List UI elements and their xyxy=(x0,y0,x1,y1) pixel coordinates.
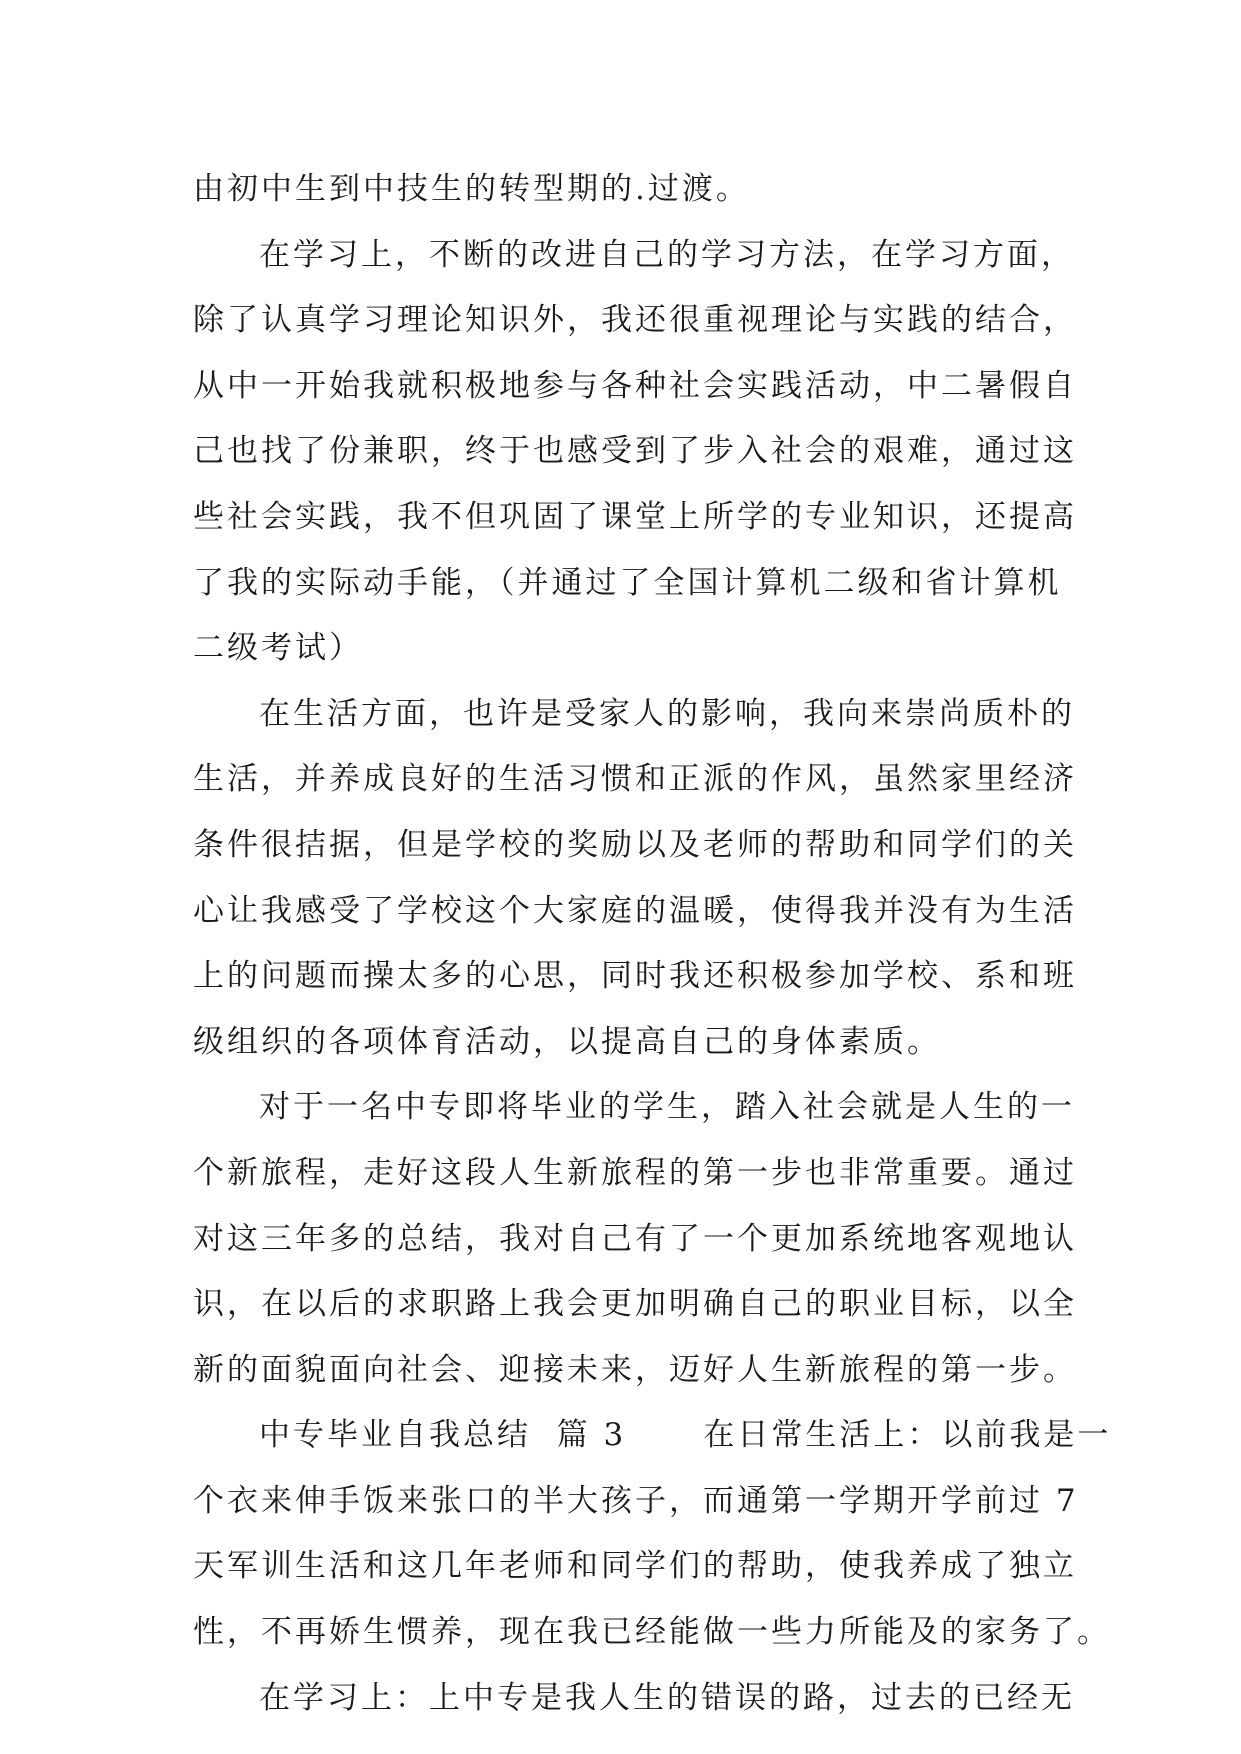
text-line: 心让我感受了学校这个大家庭的温暖，使得我并没有为生活 xyxy=(193,892,1077,929)
text-line: 上的问题而操太多的心思，同时我还积极参加学校、系和班 xyxy=(193,958,1077,995)
text-line: 识，在以后的求职路上我会更加明确自己的职业目标，以全 xyxy=(193,1286,1077,1323)
text-line: 些社会实践，我不但巩固了课堂上所学的专业知识，还提高 xyxy=(193,498,1077,535)
text-line: 天军训生活和这几年老师和同学们的帮助，使我养成了独立 xyxy=(193,1548,1077,1585)
text-line: 中专毕业自我总结 篇 3 在日常生活上：以前我是一 xyxy=(259,1417,1112,1454)
text-line: 新的面貌面向社会、迎接未来，迈好人生新旅程的第一步。 xyxy=(193,1351,1077,1388)
text-line: 己也找了份兼职，终于也感受到了步入社会的艰难，通过这 xyxy=(193,433,1077,470)
text-line: 了我的实际动手能，（并通过了全国计算机二级和省计算机 xyxy=(193,564,1062,601)
text-line: 对于一名中专即将毕业的学生，踏入社会就是人生的一 xyxy=(259,1089,1075,1126)
text-line: 级组织的各项体育活动，以提高自己的身体素质。 xyxy=(193,1023,941,1060)
text-line: 在学习上：上中专是我人生的错误的路，过去的已经无 xyxy=(259,1679,1075,1716)
text-line: 从中一开始我就积极地参与各种社会实践活动，中二暑假自 xyxy=(193,367,1077,404)
text-line: 二级考试） xyxy=(193,630,363,667)
text-line: 性，不再娇生惯养，现在我已经能做一些力所能及的家务了。 xyxy=(193,1614,1111,1651)
text-line: 在学习上，不断的改进自己的学习方法，在学习方面， xyxy=(259,236,1075,273)
text-line: 个新旅程，走好这段人生新旅程的第一步也非常重要。通过 xyxy=(193,1154,1077,1191)
document-body xyxy=(193,157,1112,1731)
text-line: 由初中生到中技生的转型期的.过渡。 xyxy=(193,171,750,207)
text-line: 条件很拮据，但是学校的奖励以及老师的帮助和同学们的关 xyxy=(193,826,1077,863)
text-line: 个衣来伸手饭来张口的半大孩子，而通第一学期开学前过 7 xyxy=(193,1482,1079,1519)
text-line: 除了认真学习理论知识外，我还很重视理论与实践的结合， xyxy=(193,302,1077,339)
text-line: 生活，并养成良好的生活习惯和正派的作风，虽然家里经济 xyxy=(193,761,1077,798)
text-line: 对这三年多的总结，我对自己有了一个更加系统地客观地认 xyxy=(193,1220,1077,1257)
text-line: 在生活方面，也许是受家人的影响，我向来崇尚质朴的 xyxy=(259,695,1075,732)
